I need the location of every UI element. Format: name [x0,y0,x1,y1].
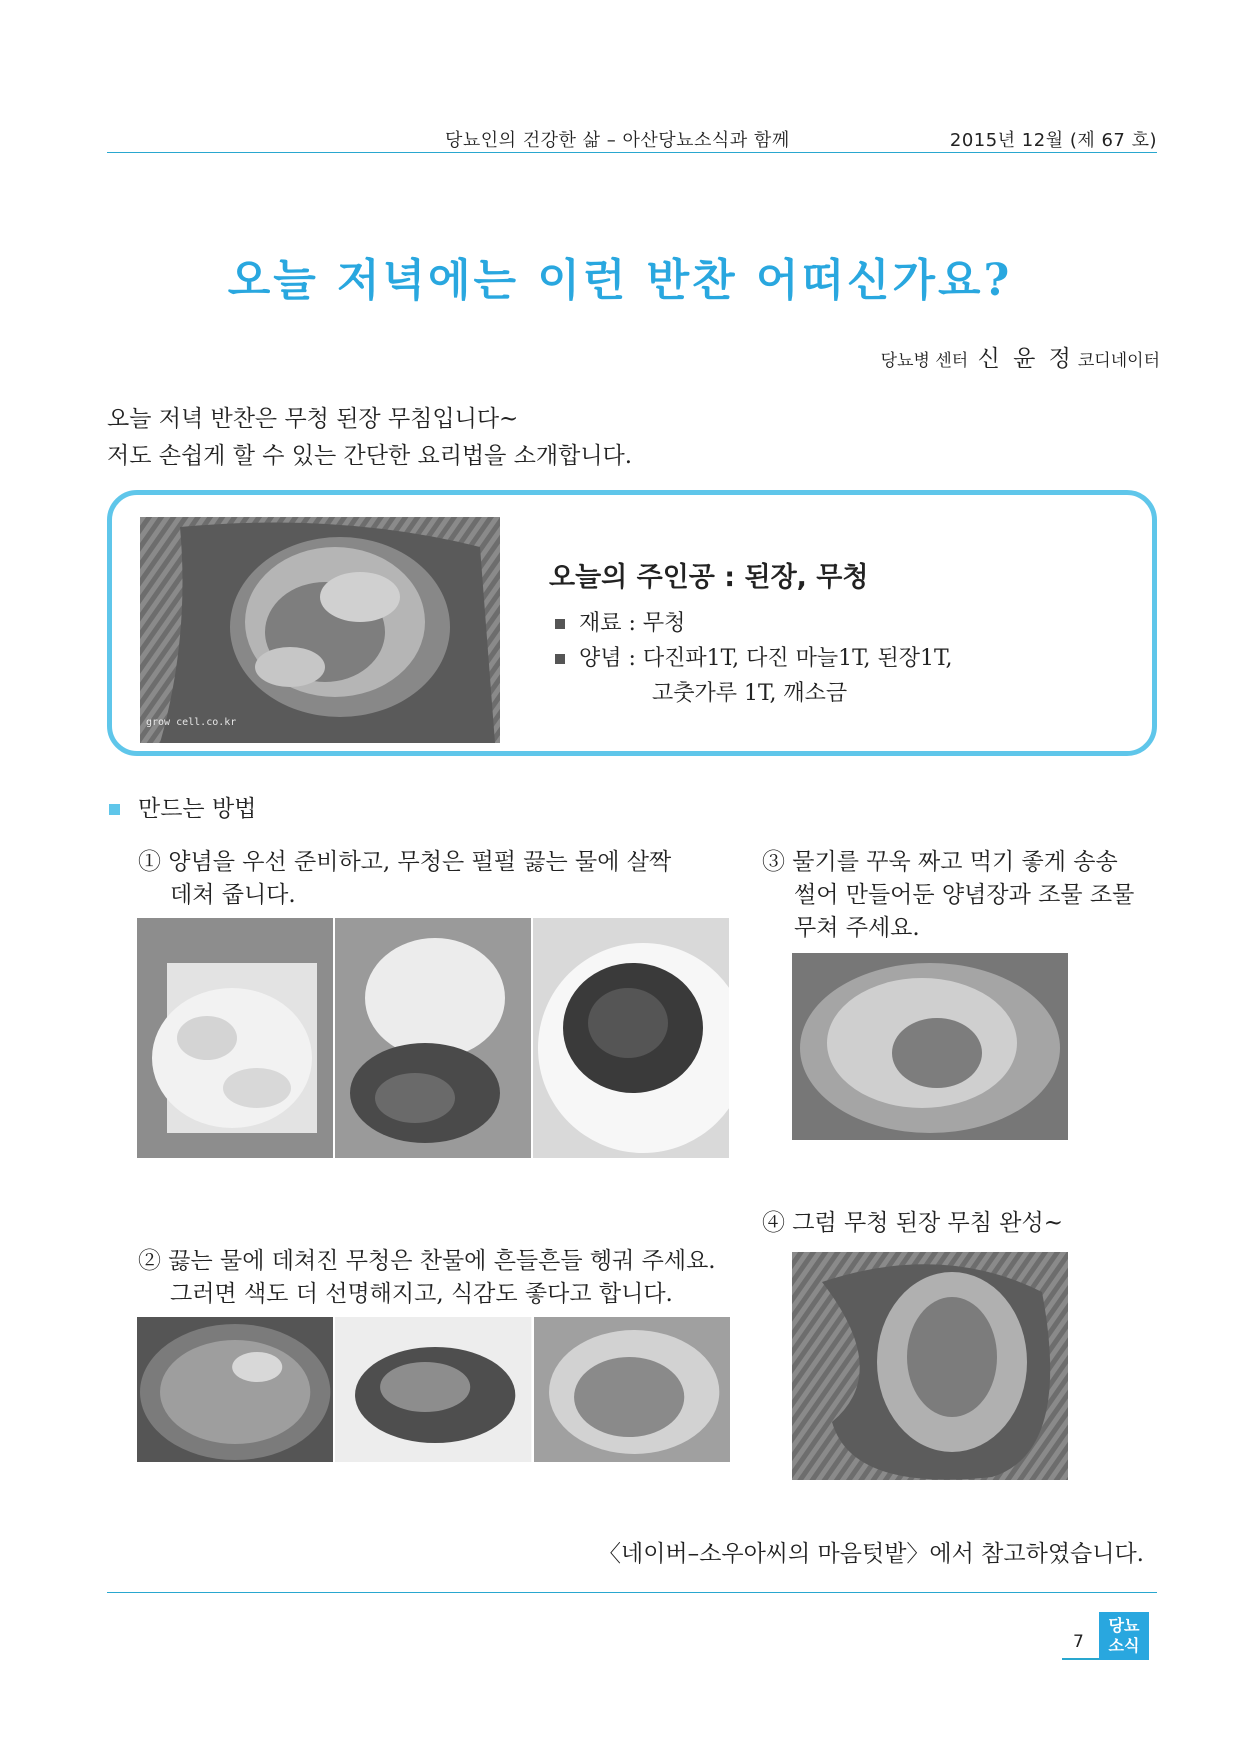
step-text: 썰어 만들어둔 양념장과 조물 조물 [794,882,1135,908]
step-2 [138,1245,758,1311]
footer-divider [107,1592,1157,1593]
step-2-photos [137,1317,730,1462]
bullet-square-icon [109,804,120,815]
byline-author: 신 윤 정 [977,346,1074,372]
newsletter-logo [1099,1612,1149,1660]
issue-info: 2015년 12월 (제 67 호) [949,130,1157,151]
rinsed-greens-photo [534,1317,730,1462]
step-3 [762,846,1162,945]
byline-role: 코디네이터 [1077,351,1160,371]
blanched-greens-photo [335,1317,533,1462]
step-text: ③ 물기를 꾸욱 짜고 먹기 좋게 송송 [762,849,1118,875]
ingredient-text: 재료 : 무청 [579,611,686,636]
byline [881,340,1160,373]
doenjang-paste-photo [533,918,729,1158]
article-title: 오늘 저녁에는 이런 반찬 어떠신가요? [227,255,1013,306]
step-text: ② 끓는 물에 데쳐진 무청은 찬물에 흔들흔들 헹궈 주세요. [138,1248,716,1274]
page-number-underline [1062,1658,1102,1660]
header-divider [107,152,1157,153]
logo-text: 당뇨 [1108,1616,1140,1635]
boiling-water-photo [137,1317,335,1462]
page-header [107,122,1157,154]
step-text: ① 양념을 우선 준비하고, 무청은 펄펄 끓는 물에 살짝 [138,849,672,875]
recipe-summary-box [107,490,1157,756]
mixed-greens-photo [792,953,1068,1140]
minced-garlic-photo [137,918,335,1158]
byline-dept: 당뇨병 센터 [880,351,969,371]
page-number: 7 [1073,1632,1084,1652]
ingredient-item [555,606,685,637]
finished-dish-photo [140,517,500,743]
step-text: 데쳐 줍니다. [170,882,296,908]
seasoning-item [555,641,952,672]
intro-line: 오늘 저녁 반찬은 무청 된장 무침입니다~ [107,406,519,432]
photo-watermark: grow cell.co.kr [146,717,237,728]
source-note: 〈네이버–소우아씨의 마음텃밭〉에서 참고하였습니다. [597,1541,1144,1567]
bullet-square-icon [555,619,565,629]
newsletter-subtitle: 당뇨인의 건강한 삶 – 아산당뇨소식과 함께 [445,130,790,151]
bullet-square-icon [555,654,565,664]
step-text: ④ 그럼 무청 된장 무침 완성~ [762,1210,1064,1236]
seasoning-continued: 고춧가루 1T, 깨소금 [652,681,848,706]
logo-text: 소식 [1108,1636,1140,1655]
step-text: 그러면 색도 더 선명해지고, 식감도 좋다고 합니다. [170,1281,673,1307]
chopped-onion-photo [335,918,533,1158]
method-heading [109,790,256,823]
method-heading-text: 만드는 방법 [138,796,257,822]
seasoning-text: 양념 : 다진파1T, 다진 마늘1T, 된장1T, [579,646,953,671]
recipe-heading: 오늘의 주인공 : 된장, 무청 [549,562,869,593]
step-text: 무쳐 주세요. [794,915,920,941]
step-1 [138,846,698,912]
intro-line: 저도 손쉽게 할 수 있는 간단한 요리법을 소개합니다. [107,443,633,469]
completed-dish-photo [792,1252,1068,1480]
step-1-photos [137,918,729,1158]
step-4 [762,1207,1162,1240]
